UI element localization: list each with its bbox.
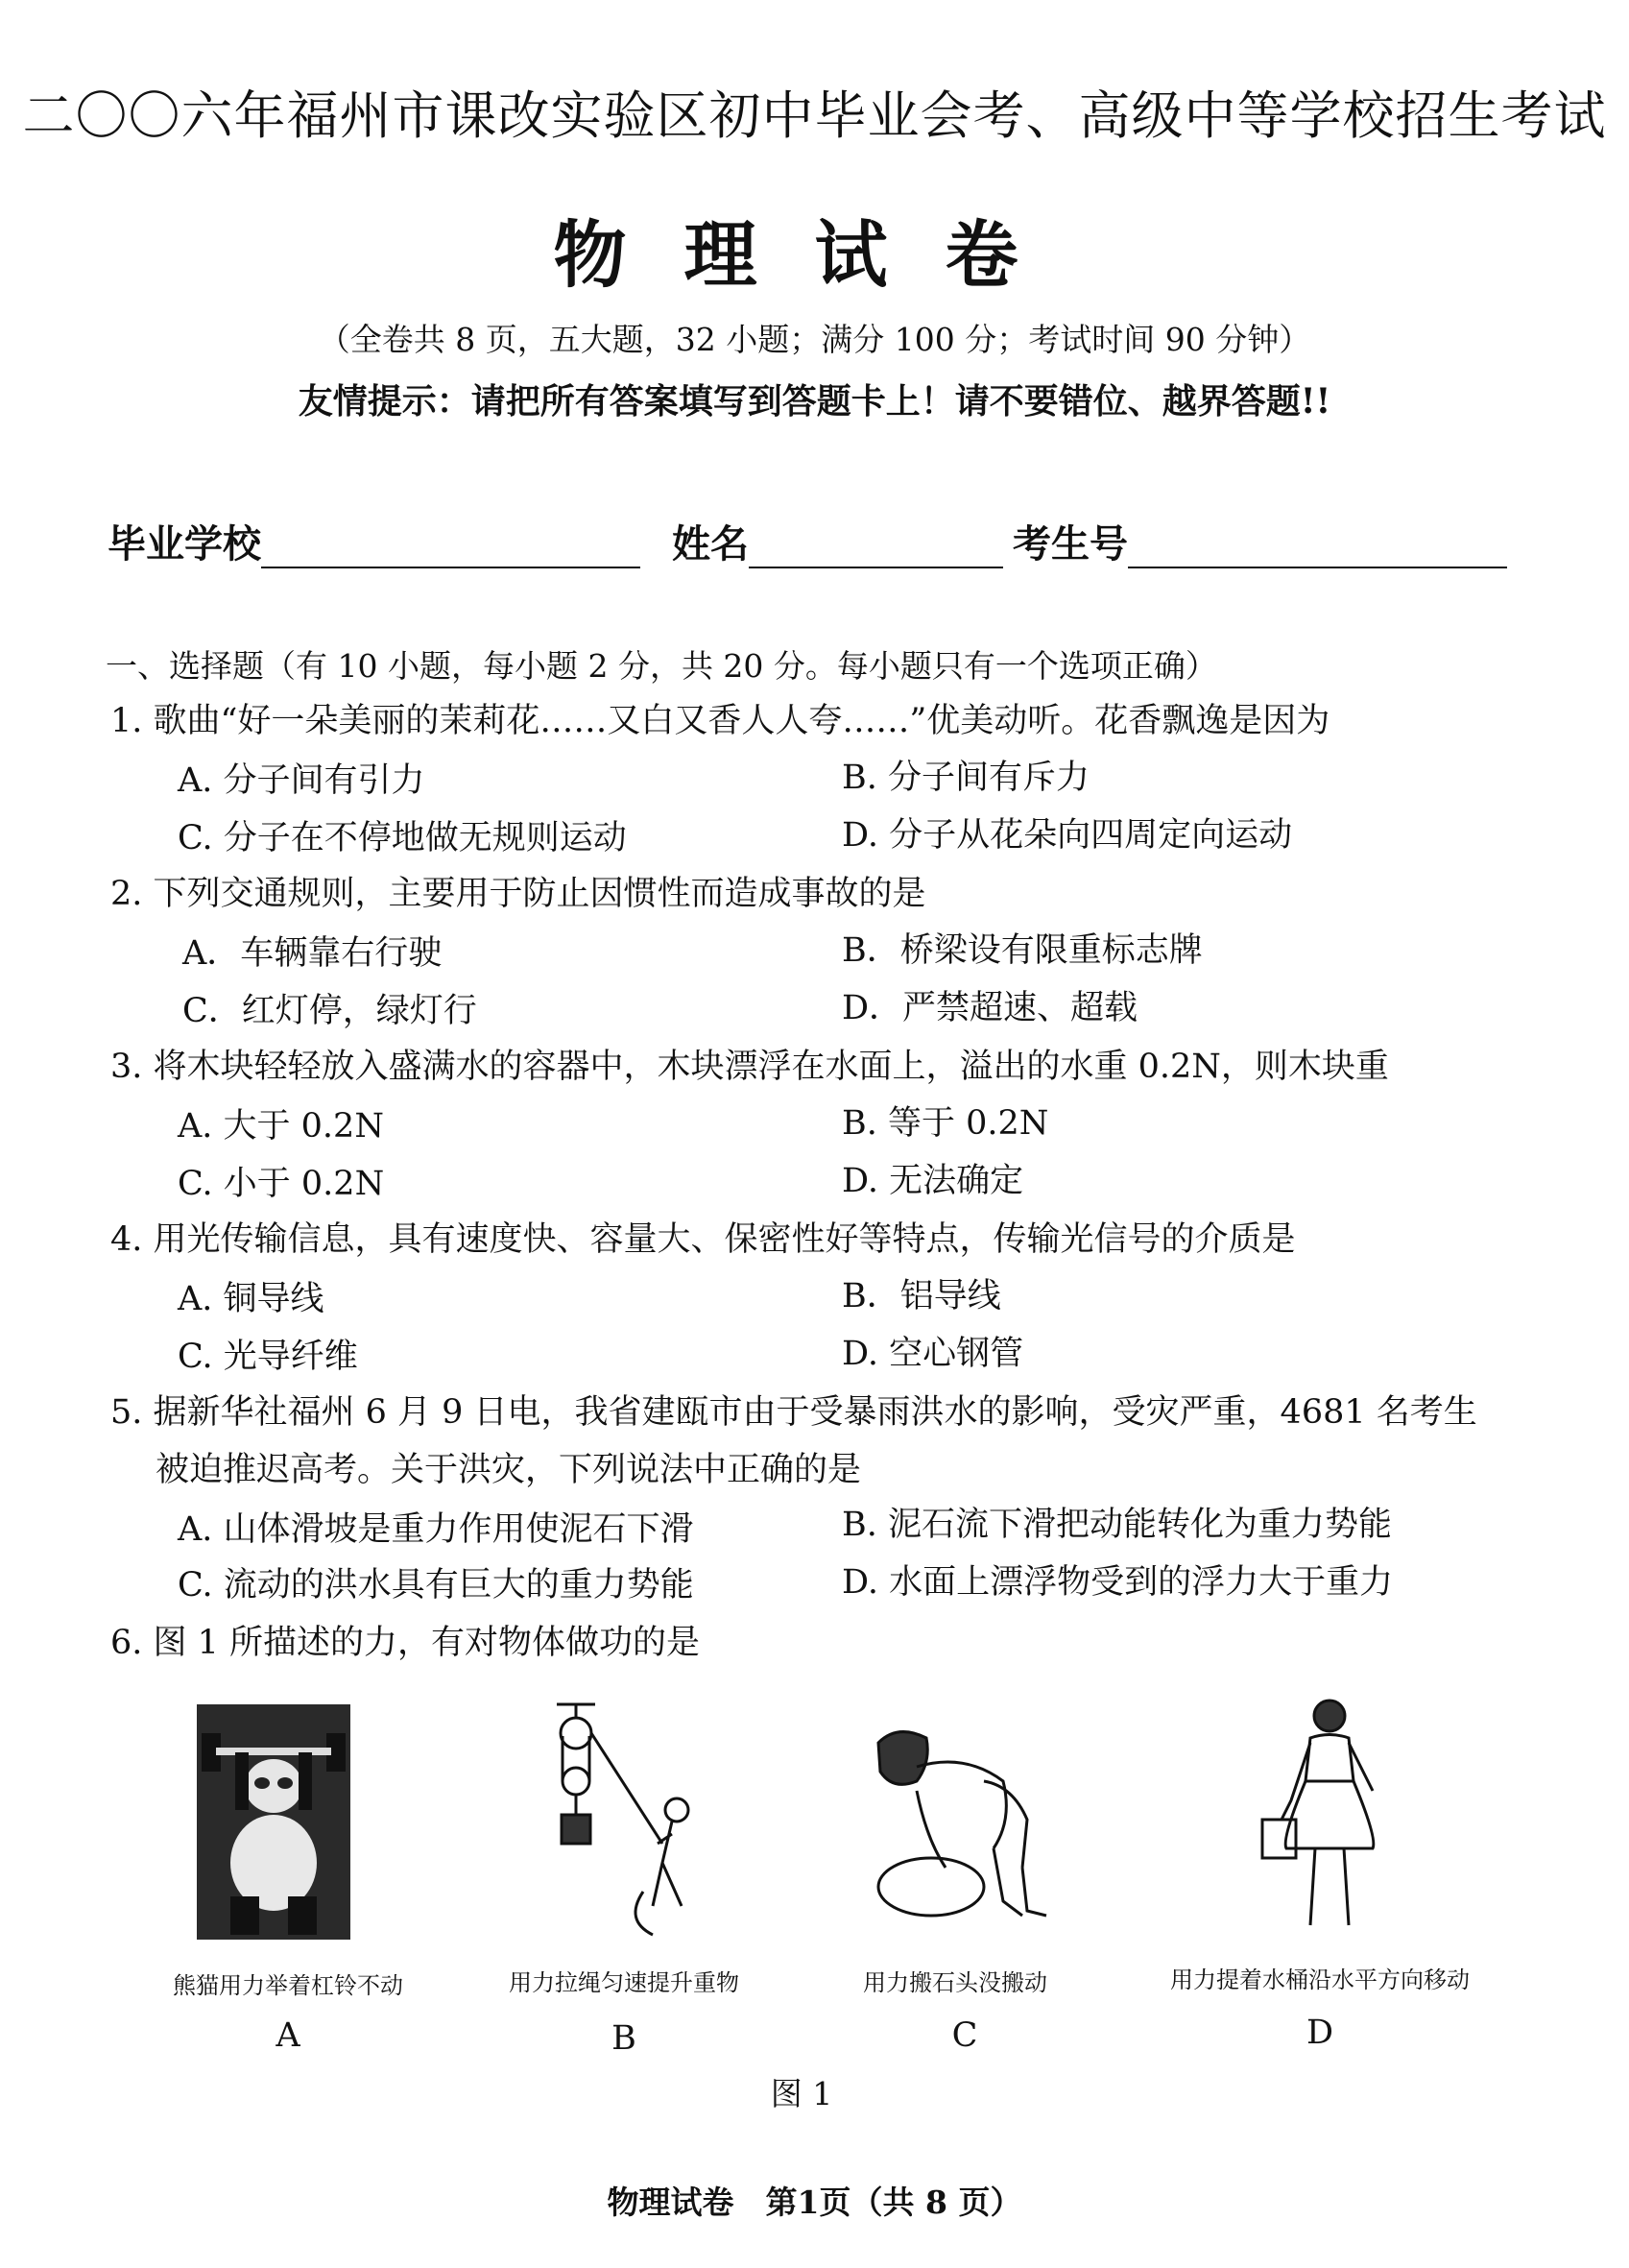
q2-option-b: B．桥梁设有限重标志牌	[842, 931, 1203, 970]
exam-title: 二〇〇六年福州市课改实验区初中毕业会考、高级中等学校招生考试	[22, 85, 1607, 146]
figure-c-caption: 用力搬石头没搬动	[863, 1969, 1047, 1996]
figure-b-letter: B	[611, 2019, 636, 2058]
question-3-stem: 3. 将木块轻轻放入盛满水的容器中，木块漂浮在水面上，溢出的水重 0.2N，则木块重	[110, 1048, 1389, 1086]
figure-d-letter: D	[1306, 2014, 1334, 2052]
q5-option-d: D. 水面上漂浮物受到的浮力大于重力	[842, 1563, 1394, 1602]
figure-a-letter: A	[275, 2016, 300, 2055]
question-5-stem: 5. 据新华社福州 6 月 9 日电，我省建瓯市由于受暴雨洪水的影响，受灾严重，4681 名考生	[110, 1393, 1477, 1432]
figure-a-image	[197, 1704, 350, 1940]
paper-title: 物理试卷	[553, 212, 1076, 298]
q3-option-d: D. 无法确定	[842, 1162, 1024, 1200]
name-blank[interactable]	[749, 538, 1003, 568]
school-field	[108, 514, 640, 568]
question-5-stem-cont: 被迫推迟高考。关于洪灾，下列说法中正确的是	[156, 1451, 862, 1489]
page-footer: 物理试卷 第1页（共 8 页）	[607, 2184, 1022, 2221]
figure-d-caption: 用力提着水桶沿水平方向移动	[1170, 1966, 1470, 1993]
q4-option-d: D. 空心钢管	[842, 1335, 1024, 1373]
question-6-stem: 6. 图 1 所描述的力，有对物体做功的是	[110, 1624, 701, 1662]
question-2-stem: 2. 下列交通规则，主要用于防止因惯性而造成事故的是	[110, 875, 926, 913]
q1-option-b: B. 分子间有斥力	[842, 759, 1090, 797]
q2-option-c: C．红灯停，绿灯行	[182, 992, 477, 1030]
q2-option-d: D．严禁超速、超载	[842, 989, 1138, 1027]
figure-c-letter: C	[951, 2016, 978, 2055]
friendly-tip: 友情提示：请把所有答案填写到答题卡上！请不要错位、越界答题!!	[298, 381, 1331, 422]
figure-b-image	[538, 1700, 730, 1940]
id-field	[1013, 514, 1507, 568]
q5-option-b: B. 泥石流下滑把动能转化为重力势能	[842, 1506, 1392, 1544]
q2-option-a: A．车辆靠右行驶	[182, 934, 443, 973]
q5-option-c: C. 流动的洪水具有巨大的重力势能	[178, 1566, 694, 1604]
q1-option-d: D. 分子从花朵向四周定向运动	[842, 816, 1293, 855]
name-label: 姓名	[672, 521, 749, 567]
panda-barbell-picture	[197, 1704, 350, 1940]
q3-option-a: A. 大于 0.2N	[178, 1107, 384, 1146]
figure-b-caption: 用力拉绳匀速提升重物	[509, 1969, 739, 1996]
id-label: 考生号	[1013, 521, 1128, 567]
q1-option-a: A. 分子间有引力	[178, 761, 425, 800]
question-1-stem: 1. 歌曲“好一朵美丽的茉莉花……又白又香人人夸……”优美动听。花香飘逸是因为	[110, 702, 1330, 740]
q4-option-a: A. 铜导线	[178, 1280, 324, 1318]
figure-c-image	[859, 1724, 1061, 1930]
figure-d-image	[1253, 1695, 1416, 1940]
woman-bucket-picture	[1253, 1695, 1416, 1940]
figure-caption: 图 1	[770, 2075, 833, 2112]
id-blank[interactable]	[1128, 538, 1507, 568]
question-4-stem: 4. 用光传输信息，具有速度快、容量大、保密性好等特点，传输光信号的介质是	[110, 1220, 1296, 1259]
school-label: 毕业学校	[108, 521, 261, 567]
figure-a-caption: 熊猫用力举着杠铃不动	[173, 1972, 403, 1999]
exam-subtitle: （全卷共 8 页，五大题，32 小题；满分 100 分；考试时间 90 分钟）	[318, 321, 1311, 358]
q3-option-b: B. 等于 0.2N	[842, 1104, 1049, 1143]
q4-option-c: C. 光导纤维	[178, 1338, 358, 1376]
q1-option-c: C. 分子在不停地做无规则运动	[178, 819, 627, 857]
q4-option-b: B．铝导线	[842, 1277, 1001, 1315]
name-field	[672, 514, 1003, 568]
pulley-worker-picture	[538, 1700, 730, 1940]
section-1-title: 一、选择题（有 10 小题，每小题 2 分，共 20 分。每小题只有一个选项正确）	[106, 647, 1217, 685]
girl-rock-picture	[859, 1724, 1061, 1930]
school-blank[interactable]	[261, 538, 640, 568]
q5-option-a: A. 山体滑坡是重力作用使泥石下滑	[178, 1510, 694, 1549]
q3-option-c: C. 小于 0.2N	[178, 1165, 385, 1203]
